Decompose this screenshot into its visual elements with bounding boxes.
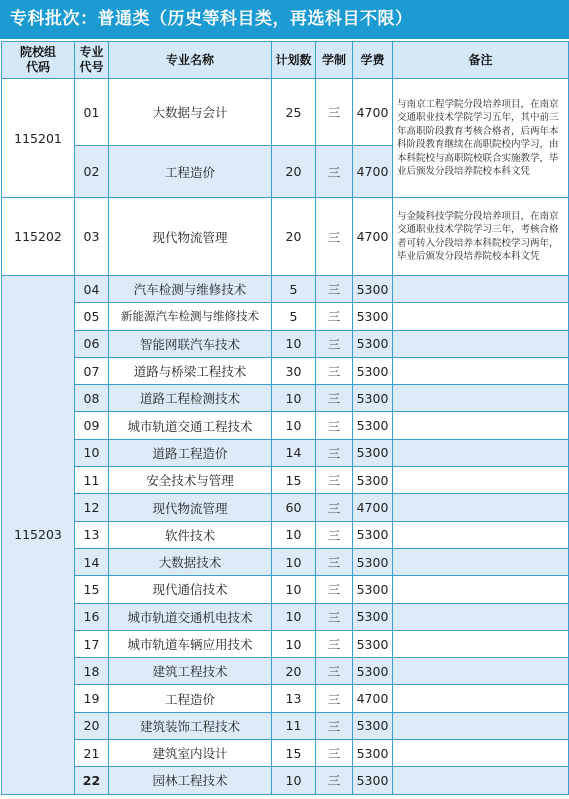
major-name: 建筑工程技术	[109, 658, 272, 685]
years: 三	[316, 276, 353, 303]
major-name: 安全技术与管理	[109, 467, 272, 494]
plan-count: 15	[272, 467, 316, 494]
table-body	[2, 79, 569, 795]
notes-cell: 与金陵科技学院分段培养项目，在南京交通职业技术学院学习三年，考核合格者可转入分段培养本科院校学习两年，毕业后颁发分段培养院校本科文凭	[393, 198, 569, 276]
major-name: 汽车检测与维修技术	[109, 276, 272, 303]
tuition-fee: 4700	[353, 494, 393, 521]
major-name: 工程造价	[109, 685, 272, 712]
major-code: 20	[75, 712, 109, 739]
notes-cell-empty	[393, 576, 569, 603]
plan-count: 10	[272, 385, 316, 412]
tuition-fee: 5300	[353, 467, 393, 494]
table-row	[2, 685, 569, 712]
years: 三	[316, 576, 353, 603]
major-code: 17	[75, 630, 109, 657]
tuition-fee: 5300	[353, 576, 393, 603]
major-code: 08	[75, 385, 109, 412]
years: 三	[316, 521, 353, 548]
major-code: 15	[75, 576, 109, 603]
years: 三	[316, 79, 353, 146]
major-code: 09	[75, 412, 109, 439]
major-name: 道路与桥梁工程技术	[109, 357, 272, 384]
major-name: 建筑装饰工程技术	[109, 712, 272, 739]
plan-count: 5	[272, 303, 316, 330]
tuition-fee: 5300	[353, 385, 393, 412]
years: 三	[316, 467, 353, 494]
page-title-banner: 专科批次：普通类（历史等科目类，再选科目不限）	[0, 0, 569, 39]
table-row	[2, 767, 569, 794]
tuition-fee: 4700	[353, 79, 393, 146]
years: 三	[316, 494, 353, 521]
major-code: 16	[75, 603, 109, 630]
table-row	[2, 521, 569, 548]
table-row	[2, 712, 569, 739]
table-row	[2, 548, 569, 575]
major-name: 城市轨道交通工程技术	[109, 412, 272, 439]
plan-count: 10	[272, 548, 316, 575]
major-code: 11	[75, 467, 109, 494]
notes-cell-empty	[393, 439, 569, 466]
tuition-fee: 5300	[353, 658, 393, 685]
header-row	[2, 42, 569, 79]
tuition-fee: 5300	[353, 712, 393, 739]
years: 三	[316, 630, 353, 657]
header-major-code: 专业 代号	[75, 42, 109, 79]
major-name: 现代物流管理	[109, 494, 272, 521]
table-row	[2, 385, 569, 412]
table-row	[2, 658, 569, 685]
notes-cell-empty	[393, 630, 569, 657]
table-row	[2, 79, 569, 146]
header-notes: 备注	[393, 42, 569, 79]
years: 三	[316, 412, 353, 439]
tuition-fee: 4700	[353, 146, 393, 198]
years: 三	[316, 740, 353, 767]
notes-cell-empty	[393, 494, 569, 521]
plan-count: 20	[272, 146, 316, 198]
tuition-fee: 5300	[353, 357, 393, 384]
major-name: 大数据与会计	[109, 79, 272, 146]
major-name: 新能源汽车检测与维修技术	[109, 303, 272, 330]
major-name: 智能网联汽车技术	[109, 330, 272, 357]
header-fee: 学费	[353, 42, 393, 79]
years: 三	[316, 685, 353, 712]
years: 三	[316, 330, 353, 357]
years: 三	[316, 658, 353, 685]
plan-count: 11	[272, 712, 316, 739]
notes-cell-empty	[393, 276, 569, 303]
major-code: 06	[75, 330, 109, 357]
tuition-fee: 5300	[353, 630, 393, 657]
major-code: 14	[75, 548, 109, 575]
plan-count: 5	[272, 276, 316, 303]
notes-cell-empty	[393, 330, 569, 357]
tuition-fee: 5300	[353, 276, 393, 303]
table-row	[2, 494, 569, 521]
header-years: 学制	[316, 42, 353, 79]
major-name: 现代通信技术	[109, 576, 272, 603]
plan-count: 30	[272, 357, 316, 384]
notes-cell-empty	[393, 712, 569, 739]
plan-count: 15	[272, 740, 316, 767]
school-group-code: 115202	[2, 198, 75, 276]
years: 三	[316, 146, 353, 198]
header-school-code: 院校组 代码	[2, 42, 75, 79]
notes-cell-empty	[393, 521, 569, 548]
tuition-fee: 5300	[353, 767, 393, 794]
table-row	[2, 603, 569, 630]
major-code: 10	[75, 439, 109, 466]
plan-count: 10	[272, 330, 316, 357]
header-major-name: 专业名称	[109, 42, 272, 79]
years: 三	[316, 439, 353, 466]
school-group-code: 115203	[2, 276, 75, 795]
years: 三	[316, 198, 353, 276]
notes-cell-empty	[393, 767, 569, 794]
notes-cell-empty	[393, 467, 569, 494]
notes-cell: 与南京工程学院分段培养项目，在南京交通职业技术学院学习五年，其中前三年高职阶段教育考核合格者，后两年本科阶段教育继续在高职院校内学习，由本科院校与高职院校联合实施教学，毕业后颁发分段培养院校本科文凭	[393, 79, 569, 198]
plan-count: 10	[272, 521, 316, 548]
notes-cell-empty	[393, 740, 569, 767]
school-group-code: 115201	[2, 79, 75, 198]
plan-count: 14	[272, 439, 316, 466]
major-name: 城市轨道车辆应用技术	[109, 630, 272, 657]
major-code: 19	[75, 685, 109, 712]
notes-cell-empty	[393, 385, 569, 412]
years: 三	[316, 357, 353, 384]
table-row	[2, 467, 569, 494]
tuition-fee: 5300	[353, 548, 393, 575]
tuition-fee: 5300	[353, 439, 393, 466]
table-row	[2, 439, 569, 466]
major-code: 01	[75, 79, 109, 146]
major-name: 工程造价	[109, 146, 272, 198]
major-name: 城市轨道交通机电技术	[109, 603, 272, 630]
major-code: 18	[75, 658, 109, 685]
plan-count: 10	[272, 576, 316, 603]
major-name: 软件技术	[109, 521, 272, 548]
years: 三	[316, 603, 353, 630]
years: 三	[316, 712, 353, 739]
major-name: 现代物流管理	[109, 198, 272, 276]
years: 三	[316, 303, 353, 330]
table-row	[2, 276, 569, 303]
plan-count: 60	[272, 494, 316, 521]
table-row	[2, 357, 569, 384]
notes-cell-empty	[393, 603, 569, 630]
tuition-fee: 4700	[353, 685, 393, 712]
notes-cell-empty	[393, 412, 569, 439]
table-row	[2, 576, 569, 603]
tuition-fee: 5300	[353, 521, 393, 548]
major-code: 07	[75, 357, 109, 384]
tuition-fee: 5300	[353, 740, 393, 767]
plan-count: 10	[272, 603, 316, 630]
major-code: 22	[75, 767, 109, 794]
major-name: 道路工程造价	[109, 439, 272, 466]
notes-cell-empty	[393, 685, 569, 712]
major-code: 13	[75, 521, 109, 548]
major-code: 02	[75, 146, 109, 198]
plan-count: 25	[272, 79, 316, 146]
major-code: 03	[75, 198, 109, 276]
tuition-fee: 5300	[353, 330, 393, 357]
major-code: 21	[75, 740, 109, 767]
tuition-fee: 5300	[353, 303, 393, 330]
major-name: 大数据技术	[109, 548, 272, 575]
table-row	[2, 412, 569, 439]
plan-count: 20	[272, 198, 316, 276]
notes-cell-empty	[393, 658, 569, 685]
table-row	[2, 198, 569, 276]
major-code: 12	[75, 494, 109, 521]
major-name: 道路工程检测技术	[109, 385, 272, 412]
table-row	[2, 330, 569, 357]
years: 三	[316, 385, 353, 412]
header-plan: 计划数	[272, 42, 316, 79]
major-code: 04	[75, 276, 109, 303]
notes-cell-empty	[393, 357, 569, 384]
plan-count: 20	[272, 658, 316, 685]
years: 三	[316, 767, 353, 794]
tuition-fee: 4700	[353, 198, 393, 276]
plan-count: 10	[272, 767, 316, 794]
table-row	[2, 630, 569, 657]
tuition-fee: 5300	[353, 412, 393, 439]
table-row	[2, 740, 569, 767]
major-name: 园林工程技术	[109, 767, 272, 794]
tuition-fee: 5300	[353, 603, 393, 630]
years: 三	[316, 548, 353, 575]
enrollment-plan-table	[1, 41, 569, 795]
notes-cell-empty	[393, 548, 569, 575]
plan-count: 10	[272, 412, 316, 439]
major-code: 05	[75, 303, 109, 330]
notes-cell-empty	[393, 303, 569, 330]
plan-count: 13	[272, 685, 316, 712]
major-name: 建筑室内设计	[109, 740, 272, 767]
table-row	[2, 303, 569, 330]
plan-count: 10	[272, 630, 316, 657]
